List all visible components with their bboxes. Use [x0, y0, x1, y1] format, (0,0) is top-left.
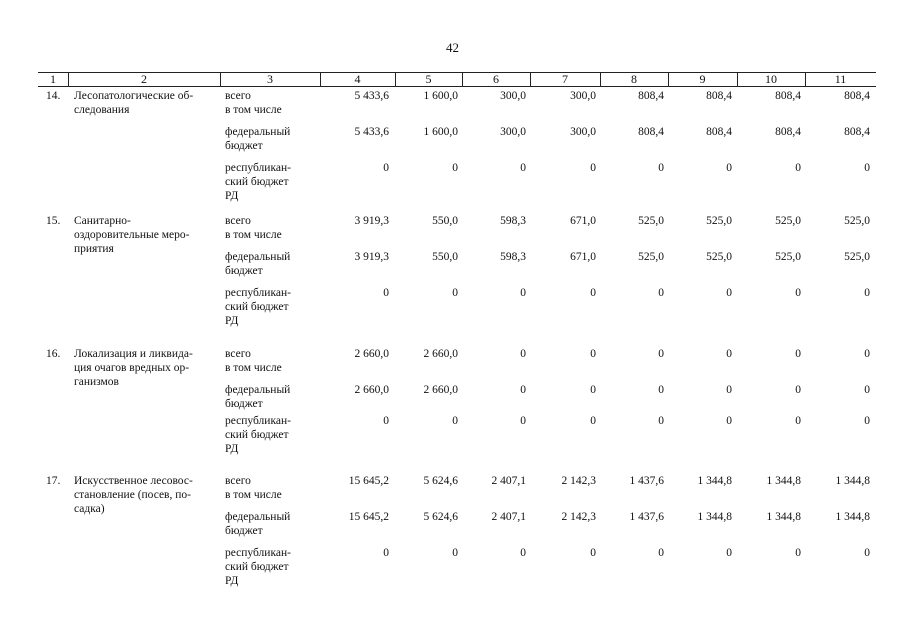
value-cell: 2 660,0: [423, 384, 458, 396]
value-cell: 300,0: [500, 90, 526, 102]
value-cell: 0: [864, 162, 870, 174]
value-cell: 3 919,3: [354, 215, 389, 227]
value-cell: 0: [590, 547, 596, 559]
value-cell: 0: [726, 384, 732, 396]
value-cell: 0: [864, 415, 870, 427]
funding-source-label: республикан- ский бюджет РД: [225, 547, 291, 587]
value-cell: 550,0: [432, 251, 458, 263]
value-cell: 1 600,0: [423, 126, 458, 138]
value-cell: 5 624,6: [423, 475, 458, 487]
value-cell: 808,4: [844, 90, 870, 102]
value-cell: 808,4: [638, 126, 664, 138]
value-cell: 1 344,8: [766, 511, 801, 523]
value-cell: 2 660,0: [354, 384, 389, 396]
funding-source-label: федеральный бюджет: [225, 384, 291, 410]
row-number: 17.: [46, 475, 61, 487]
value-cell: 0: [795, 415, 801, 427]
value-cell: 0: [864, 287, 870, 299]
value-cell: 550,0: [432, 215, 458, 227]
funding-source-label: республикан- ский бюджет РД: [225, 162, 291, 202]
value-cell: 525,0: [706, 251, 732, 263]
value-cell: 0: [520, 287, 526, 299]
value-cell: 0: [658, 384, 664, 396]
value-cell: 0: [590, 384, 596, 396]
value-cell: 525,0: [706, 215, 732, 227]
value-cell: 0: [590, 287, 596, 299]
value-cell: 0: [726, 415, 732, 427]
value-cell: 5 624,6: [423, 511, 458, 523]
value-cell: 1 437,6: [629, 475, 664, 487]
value-cell: 0: [590, 162, 596, 174]
funding-source-label: республикан- ский бюджет РД: [225, 287, 291, 327]
header-cell: 3: [267, 72, 273, 86]
value-cell: 0: [452, 162, 458, 174]
activity-name: Санитарно- оздоровительные меро- приятия: [74, 215, 190, 255]
value-cell: 300,0: [500, 126, 526, 138]
value-cell: 0: [383, 162, 389, 174]
header-bottom-rule: [38, 86, 876, 87]
value-cell: 0: [452, 415, 458, 427]
activity-name: Лесопатологические об- следования: [74, 90, 194, 116]
value-cell: 2 142,3: [561, 475, 596, 487]
value-cell: 0: [726, 162, 732, 174]
value-cell: 0: [520, 415, 526, 427]
value-cell: 0: [452, 547, 458, 559]
value-cell: 808,4: [775, 126, 801, 138]
value-cell: 808,4: [775, 90, 801, 102]
page-number: 42: [446, 40, 459, 55]
value-cell: 0: [795, 547, 801, 559]
header-cell: 7: [562, 72, 568, 86]
value-cell: 1 600,0: [423, 90, 458, 102]
value-cell: 0: [795, 287, 801, 299]
value-cell: 2 407,1: [491, 511, 526, 523]
value-cell: 0: [864, 384, 870, 396]
value-cell: 525,0: [775, 251, 801, 263]
value-cell: 671,0: [570, 251, 596, 263]
value-cell: 525,0: [844, 251, 870, 263]
header-cell: 8: [631, 72, 637, 86]
row-number: 15.: [46, 215, 61, 227]
value-cell: 0: [658, 547, 664, 559]
value-cell: 300,0: [570, 126, 596, 138]
funding-source-label: всего в том числе: [225, 215, 282, 241]
value-cell: 598,3: [500, 251, 526, 263]
row-number: 16.: [46, 348, 61, 360]
value-cell: 5 433,6: [354, 126, 389, 138]
value-cell: 0: [590, 415, 596, 427]
value-cell: 0: [795, 162, 801, 174]
value-cell: 1 437,6: [629, 511, 664, 523]
funding-source-label: федеральный бюджет: [225, 511, 291, 537]
value-cell: 0: [383, 287, 389, 299]
value-cell: 300,0: [570, 90, 596, 102]
value-cell: 2 660,0: [423, 348, 458, 360]
value-cell: 1 344,8: [697, 511, 732, 523]
funding-source-label: всего в том числе: [225, 348, 282, 374]
value-cell: 525,0: [844, 215, 870, 227]
value-cell: 0: [726, 547, 732, 559]
funding-source-label: республикан- ский бюджет РД: [225, 415, 291, 455]
value-cell: 598,3: [500, 215, 526, 227]
value-cell: 0: [590, 348, 596, 360]
value-cell: 0: [658, 415, 664, 427]
activity-name: Искусственное лесовос- становление (посев, по- садка): [74, 475, 193, 515]
value-cell: 0: [795, 384, 801, 396]
value-cell: 15 645,2: [348, 511, 389, 523]
value-cell: 0: [383, 415, 389, 427]
value-cell: 808,4: [638, 90, 664, 102]
value-cell: 2 142,3: [561, 511, 596, 523]
funding-source-label: федеральный бюджет: [225, 251, 291, 277]
value-cell: 0: [520, 348, 526, 360]
funding-source-label: всего в том числе: [225, 90, 282, 116]
value-cell: 1 344,8: [766, 475, 801, 487]
value-cell: 0: [795, 348, 801, 360]
value-cell: 0: [726, 348, 732, 360]
value-cell: 0: [520, 162, 526, 174]
value-cell: 525,0: [775, 215, 801, 227]
value-cell: 0: [658, 162, 664, 174]
value-cell: 0: [383, 547, 389, 559]
value-cell: 0: [658, 348, 664, 360]
value-cell: 2 660,0: [354, 348, 389, 360]
value-cell: 0: [864, 547, 870, 559]
funding-source-label: всего в том числе: [225, 475, 282, 501]
value-cell: 808,4: [844, 126, 870, 138]
value-cell: 0: [658, 287, 664, 299]
value-cell: 5 433,6: [354, 90, 389, 102]
value-cell: 0: [520, 547, 526, 559]
value-cell: 808,4: [706, 90, 732, 102]
value-cell: 2 407,1: [491, 475, 526, 487]
header-cell: 2: [141, 72, 147, 86]
value-cell: 1 344,8: [835, 511, 870, 523]
value-cell: 671,0: [570, 215, 596, 227]
header-cell: 9: [699, 72, 706, 86]
header-cell: 6: [493, 72, 499, 86]
value-cell: 1 344,8: [697, 475, 732, 487]
funding-source-label: федеральный бюджет: [225, 126, 291, 152]
value-cell: 3 919,3: [354, 251, 389, 263]
value-cell: 808,4: [706, 126, 732, 138]
header-cell: 10: [765, 72, 777, 86]
value-cell: 0: [452, 287, 458, 299]
header-cell: 4: [354, 72, 361, 86]
value-cell: 15 645,2: [348, 475, 389, 487]
value-cell: 0: [864, 348, 870, 360]
value-cell: 525,0: [638, 251, 664, 263]
header-cell: 5: [425, 72, 432, 86]
value-cell: 0: [520, 384, 526, 396]
value-cell: 525,0: [638, 215, 664, 227]
value-cell: 0: [726, 287, 732, 299]
header-cell: 11: [834, 72, 847, 86]
header-cell: 1: [50, 72, 56, 86]
activity-name: Локализация и ликвида- ция очагов вредных ор- ганизмов: [74, 348, 193, 388]
value-cell: 1 344,8: [835, 475, 870, 487]
row-number: 14.: [46, 90, 61, 102]
